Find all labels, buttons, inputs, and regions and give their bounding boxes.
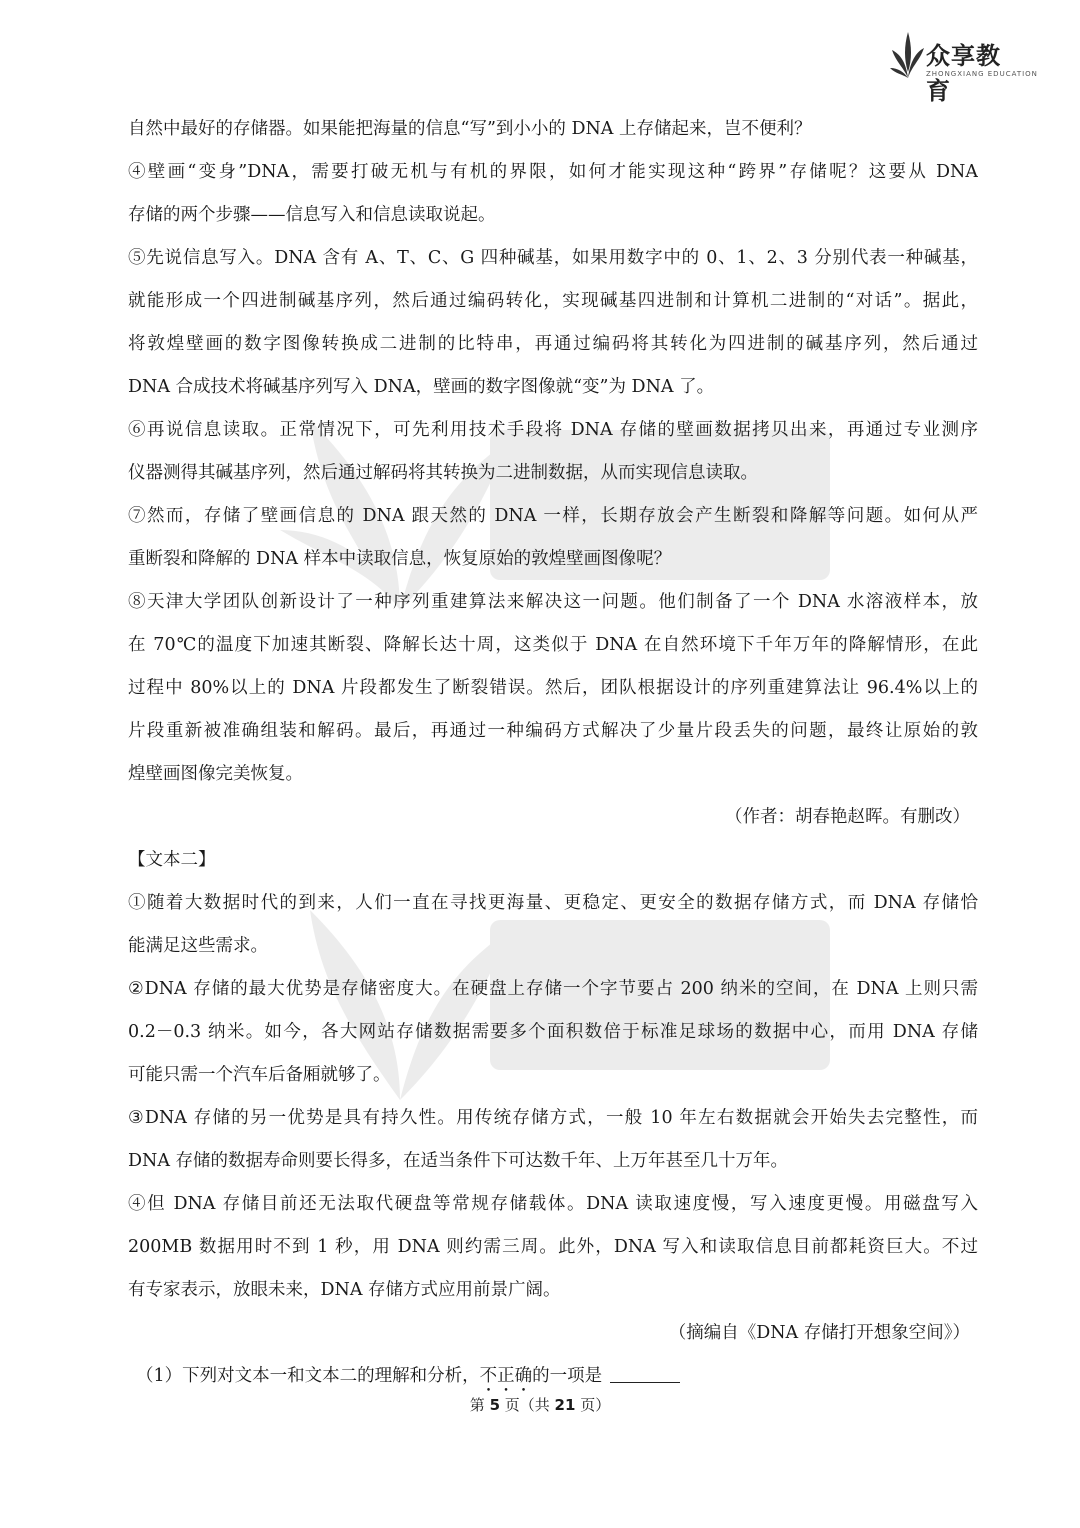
text-line: ②DNA 存储的最大优势是存储密度大。在硬盘上存储一个字节要占 200 纳米的空间，在 DNA 上则只需 <box>128 979 978 999</box>
text-line: ⑦然而，存储了壁画信息的 DNA 跟天然的 DNA 一样，长期存放会产生断裂和降解等问题。如何从严 <box>128 506 978 526</box>
logo-subtitle: ZHONGXIANG EDUCATION <box>926 70 1038 78</box>
text-line: 片段重新被准确组装和解码。最后，再通过一种编码方式解决了少量片段丢失的问题，最终让原始的敦 <box>128 721 978 741</box>
leaf-logo-icon <box>890 28 926 80</box>
text-line: ④壁画“变身”DNA，需要打破无机与有机的界限，如何才能实现这种“跨界”存储呢？这要从 DNA <box>128 162 978 182</box>
brand-logo <box>890 28 1038 105</box>
footer-mid: 页（共 <box>500 1396 555 1414</box>
logo-text: 众享教育 <box>926 42 1001 105</box>
text-line: ⑥再说信息读取。正常情况下，可先利用技术手段将 DNA 存储的壁画数据拷贝出来，再通过专业测序 <box>128 420 978 440</box>
text-line: 过程中 80%以上的 DNA 片段都发生了断裂错误。然后，团队根据设计的序列重建算法让 96.4%以上的 <box>128 678 978 698</box>
text-one-section <box>128 108 978 796</box>
text-line: 有专家表示，放眼未来，DNA 存储方式应用前景广阔。 <box>128 1280 561 1300</box>
current-page-number: 5 <box>489 1396 500 1414</box>
page-footer <box>0 1394 1080 1415</box>
text-line: 将敦煌壁画的数字图像转换成二进制的比特串，再通过编码将其转化为四进制的碱基序列，然后通过 <box>128 334 978 354</box>
text-line: ③DNA 存储的另一优势是具有持久性。用传统存储方式，一般 10 年左右数据就会开始失去完整性，而 <box>128 1108 978 1128</box>
text-line: 在 70℃的温度下加速其断裂、降解长达十周，这类似于 DNA 在自然环境下千年万年的降解情形，在此 <box>128 635 978 655</box>
text-line: 存储的两个步骤——信息写入和信息读取说起。 <box>128 205 496 225</box>
question-suffix: 的一项是 <box>532 1366 603 1386</box>
text-two-section <box>128 882 978 1312</box>
question-1 <box>128 1355 978 1398</box>
text-line: 200MB 数据用时不到 1 秒，用 DNA 则约需三周。此外，DNA 写入和读取信息目前都耗资巨大。不过 <box>128 1237 978 1257</box>
text-line: 0.2－0.3 纳米。如今，各大网站存储数据需要多个面积数倍于标准足球场的数据中心，而用 DNA 存储 <box>128 1022 978 1042</box>
text-line: ⑤先说信息写入。DNA 含有 A、T、C、G 四种碱基，如果用数字中的 0、1、2、3 分别代表一种碱基， <box>128 248 978 268</box>
text-line: 能满足这些需求。 <box>128 936 268 956</box>
text-two-heading: 【文本二】 <box>128 850 216 870</box>
total-page-number: 21 <box>554 1396 576 1414</box>
text-two-source: （摘编自《DNA 存储打开想象空间》） <box>668 1323 970 1343</box>
question-emphasis: 不正确 <box>479 1366 533 1386</box>
answer-blank[interactable] <box>610 1364 680 1383</box>
footer-post: 页） <box>575 1396 611 1414</box>
footer-pre: 第 <box>469 1396 490 1414</box>
text-line: DNA 合成技术将碱基序列写入 DNA，壁画的数字图像就“变”为 DNA 了。 <box>128 377 715 397</box>
text-line: 煌壁画图像完美恢复。 <box>128 764 303 784</box>
text-one-source: （作者：胡春艳赵晖。有删改） <box>725 807 970 827</box>
document-body <box>128 108 978 1398</box>
text-line: ④但 DNA 存储目前还无法取代硬盘等常规存储载体。DNA 读取速度慢，写入速度更慢。用磁盘写入 <box>128 1194 978 1214</box>
question-prefix: （1）下列对文本一和文本二的理解和分析， <box>136 1366 480 1386</box>
text-line: ⑧天津大学团队创新设计了一种序列重建算法来解决这一问题。他们制备了一个 DNA 水溶液样本，放 <box>128 592 978 612</box>
text-line: DNA 存储的数据寿命则要长得多，在适当条件下可达数千年、上万年甚至几十万年。 <box>128 1151 789 1171</box>
text-line: ①随着大数据时代的到来，人们一直在寻找更海量、更稳定、更安全的数据存储方式，而 DNA 存储恰 <box>128 893 978 913</box>
text-line: 自然中最好的存储器。如果能把海量的信息“写”到小小的 DNA 上存储起来，岂不便利？ <box>128 119 812 139</box>
text-line: 仪器测得其碱基序列，然后通过解码将其转换为二进制数据，从而实现信息读取。 <box>128 463 758 483</box>
text-line: 可能只需一个汽车后备厢就够了。 <box>128 1065 391 1085</box>
text-line: 就能形成一个四进制碱基序列，然后通过编码转化，实现碱基四进制和计算机二进制的“对话”。据此， <box>128 291 978 311</box>
text-line: 重断裂和降解的 DNA 样本中读取信息，恢复原始的敦煌壁画图像呢？ <box>128 549 672 569</box>
